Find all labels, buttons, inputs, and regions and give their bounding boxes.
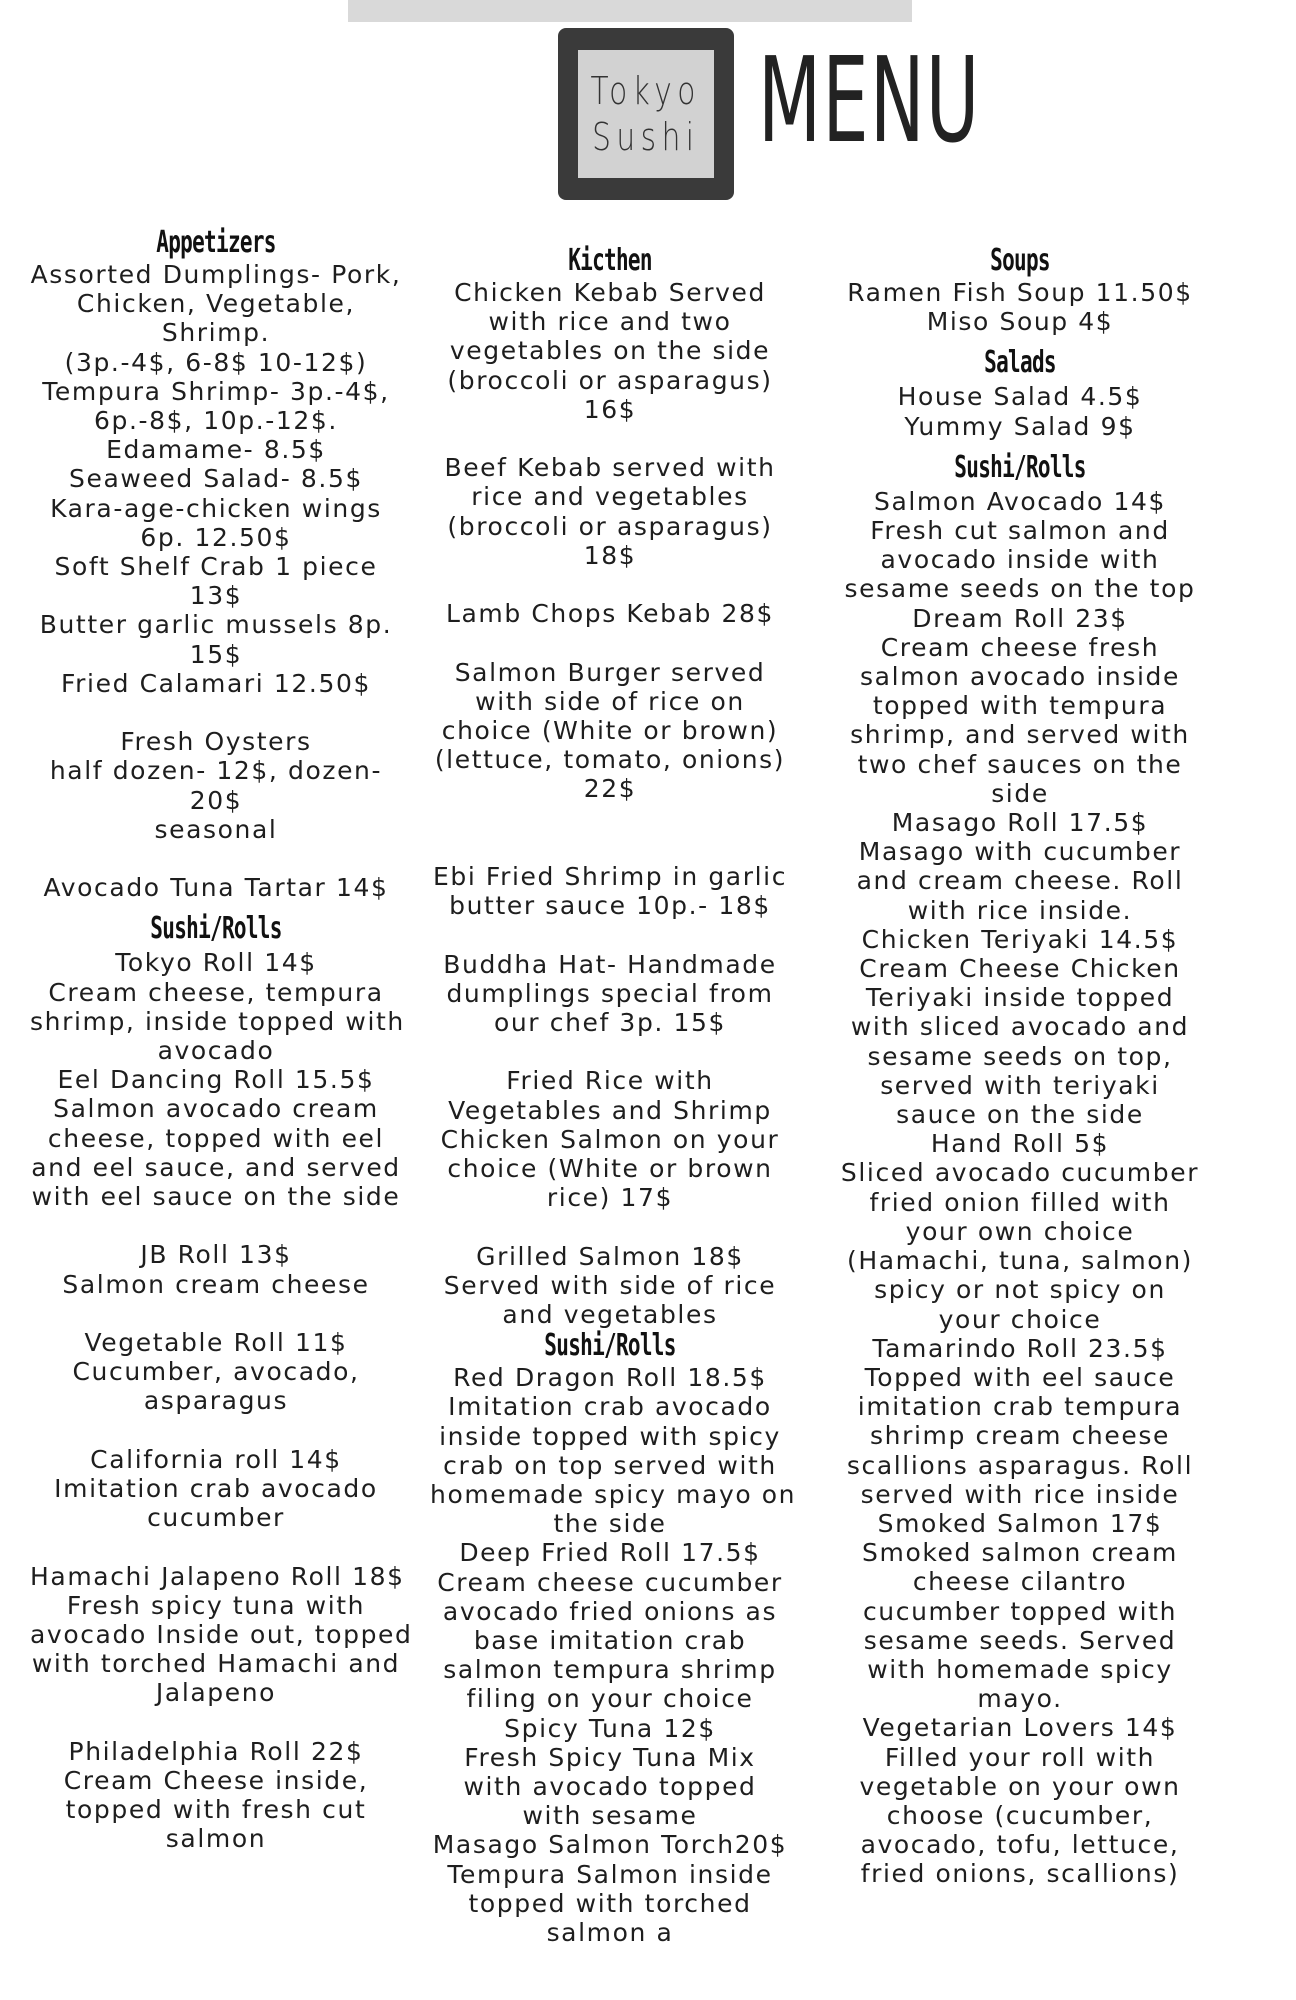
menu-line: Chicken Salmon on your <box>440 1124 780 1154</box>
menu-line: Cream cheese fresh <box>880 632 1160 662</box>
menu-line: Smoked Salmon 17$ <box>877 1508 1163 1538</box>
menu-line: Edamame- 8.5$ <box>106 435 326 465</box>
appetizers-list <box>30 260 402 698</box>
menu-line: fried onions, scallions) <box>860 1859 1180 1889</box>
menu-line: 6p.-8$, 10p.-12$. <box>94 406 338 436</box>
menu-line: scallions asparagus. Roll <box>846 1450 1194 1480</box>
menu-line: topped with fresh cut <box>65 1795 367 1825</box>
menu-line: Salmon Avocado 14$ <box>874 486 1166 516</box>
menu-line: Masago Roll 17.5$ <box>891 808 1149 838</box>
menu-line: Masago Salmon Torch20$ <box>432 1830 788 1860</box>
menu-line: with eel sauce on the side <box>31 1182 401 1212</box>
menu-line: Cream cheese, tempura <box>48 977 384 1007</box>
menu-line: Ebi Fried Shrimp in garlic <box>432 862 788 891</box>
menu-line: Tempura Shrimp- 3p.-4$, <box>42 376 390 406</box>
menu-line: Salmon avocado cream <box>53 1094 379 1124</box>
menu-line: Filled your roll with <box>884 1742 1156 1772</box>
menu-line: Fresh cut salmon and <box>870 516 1170 546</box>
logo-line-sushi: Sushi <box>592 115 700 159</box>
menu-line: with avocado topped <box>463 1772 757 1802</box>
menu-line: choice (White or brown <box>447 1154 773 1183</box>
kitchen-list-1 <box>430 278 790 424</box>
menu-line: salmon <box>165 1824 267 1854</box>
menu-line: Deep Fried Roll 17.5$ <box>459 1538 761 1568</box>
sushi-rolls-heading-3: Sushi/Rolls <box>954 449 1086 485</box>
menu-line: vegetable on your own <box>859 1771 1181 1801</box>
kitchen-heading: Kicthen <box>568 243 652 278</box>
menu-line: (lettuce, tomato, onions) <box>434 745 786 775</box>
tokyo-sushi-logo <box>558 28 734 200</box>
menu-line: 6p. 12.50$ <box>140 522 292 552</box>
menu-line: Chicken, Vegetable, <box>76 289 356 319</box>
menu-line: served with rice inside <box>860 1479 1180 1509</box>
menu-line: Buddha Hat- Handmade <box>443 949 777 979</box>
menu-line: Tokyo Roll 14$ <box>115 948 317 978</box>
menu-line: shrimp cream cheese <box>870 1421 1170 1451</box>
sushi-list-5 <box>30 1561 413 1708</box>
menu-line: (Hamachi, tuna, salmon) <box>846 1246 1194 1276</box>
menu-line: Eel Dancing Roll 15.5$ <box>57 1065 375 1095</box>
kitchen-list-5 <box>430 862 790 920</box>
sushi-list-4 <box>30 1445 402 1533</box>
menu-line: avocado Inside out, topped <box>30 1620 413 1650</box>
sushi-rolls-heading: Sushi/Rolls <box>150 911 282 947</box>
menu-line: Jalapeno <box>155 1678 277 1708</box>
menu-line: avocado inside with <box>880 545 1160 575</box>
sushi-list-1 <box>30 948 405 1212</box>
menu-line: Beef Kebab served with <box>444 453 776 483</box>
menu-line: Grilled Salmon 18$ <box>476 1241 744 1271</box>
menu-line: Shrimp. <box>161 318 271 348</box>
menu-line: asparagus <box>143 1386 289 1416</box>
menu-line: Chicken Kebab Served <box>454 278 766 307</box>
menu-line: Kara-age-chicken wings <box>50 493 382 523</box>
kitchen-list-8 <box>430 1242 790 1330</box>
menu-line: 16$ <box>583 394 637 424</box>
menu-line: and vegetables <box>502 1300 718 1329</box>
menu-line: cucumber topped with <box>862 1596 1178 1626</box>
menu-line: Fresh spicy tuna with <box>66 1590 366 1620</box>
menu-line: Dream Roll 23$ <box>912 603 1128 633</box>
menu-line: Hamachi Jalapeno Roll 18$ <box>30 1561 405 1591</box>
menu-line: Fried Calamari 12.50$ <box>61 668 371 698</box>
menu-line: Cucumber, avocado, <box>72 1357 360 1387</box>
menu-line: Teriyaki inside topped <box>865 983 1175 1013</box>
oysters-list <box>30 727 402 844</box>
menu-line: Smoked salmon cream <box>862 1538 1178 1568</box>
appetizers-heading: Appetizers <box>156 225 276 260</box>
column-appetizers <box>30 225 413 1854</box>
menu-line: (broccoli or asparagus) <box>447 365 773 395</box>
kitchen-list-2 <box>430 453 790 570</box>
menu-line: seasonal <box>154 814 278 844</box>
menu-line: with rice and two <box>488 307 732 337</box>
menu-line: the side <box>553 1509 667 1539</box>
menu-line: Chicken Teriyaki 14.5$ <box>861 924 1179 954</box>
sushi-list-6 <box>30 1737 402 1854</box>
menu-line: Fried Rice with <box>506 1066 714 1096</box>
menu-line: Masago with cucumber <box>858 837 1182 867</box>
menu-line: Vegetable Roll 11$ <box>84 1328 348 1358</box>
menu-line: Tempura Salmon inside <box>447 1859 773 1889</box>
sushi-list-col2 <box>430 1363 797 1948</box>
menu-line: imitation crab tempura <box>857 1392 1183 1422</box>
menu-line: 13$ <box>189 581 243 611</box>
menu-line: sesame seeds on top, <box>867 1041 1173 1071</box>
menu-line: rice and vegetables <box>471 482 749 512</box>
salads-heading: Salads <box>984 345 1056 381</box>
sushi-list-col3 <box>830 487 1210 1889</box>
menu-line: side <box>991 778 1049 808</box>
menu-line: with torched Hamachi and <box>31 1649 401 1679</box>
menu-line: with sliced avocado and <box>850 1012 1190 1042</box>
menu-line: with homemade spicy <box>867 1654 1173 1684</box>
menu-line: and cream cheese. Roll <box>856 866 1184 896</box>
menu-line: Miso Soup 4$ <box>926 307 1114 337</box>
menu-line: your own choice <box>905 1216 1135 1246</box>
menu-line: (3p.-4$, 6-8$ 10-12$) <box>64 347 368 377</box>
menu-line: with sesame <box>522 1801 698 1831</box>
menu-line: Spicy Tuna 12$ <box>504 1713 716 1743</box>
menu-line: Cream Cheese Chicken <box>859 954 1181 984</box>
tartar-item: Avocado Tuna Tartar 14$ <box>43 873 389 903</box>
column-soups-salads <box>830 244 1210 1889</box>
kitchen-list-6 <box>430 950 790 1038</box>
menu-line: sesame seeds. Served <box>863 1625 1177 1655</box>
logo-line-tokyo: Tokyo <box>590 69 702 113</box>
kitchen-list-4 <box>430 658 790 804</box>
menu-line: 15$ <box>189 639 243 669</box>
menu-line: avocado fried onions as <box>442 1596 778 1626</box>
menu-line: Lamb Chops Kebab 28$ <box>445 599 775 629</box>
menu-line: Served with side of rice <box>443 1270 777 1300</box>
menu-line: shrimp, inside topped with <box>30 1006 405 1036</box>
menu-line: dumplings special from <box>446 978 774 1008</box>
menu-line: Salmon cream cheese <box>62 1269 370 1299</box>
menu-line: our chef 3p. 15$ <box>493 1008 727 1037</box>
menu-line: Assorted Dumplings- Pork, <box>30 260 402 289</box>
menu-line: Tamarindo Roll 23.5$ <box>872 1333 1168 1363</box>
menu-line: Imitation crab avocado <box>448 1392 772 1422</box>
menu-line: fried onion filled with <box>869 1187 1171 1217</box>
menu-line: spicy or not spicy on <box>874 1275 1166 1305</box>
sushi-rolls-heading-2: Sushi/Rolls <box>544 1328 676 1364</box>
column-kitchen <box>430 243 797 1948</box>
menu-line: sauce on the side <box>896 1100 1144 1130</box>
menu-line: inside topped with spicy <box>439 1421 781 1451</box>
menu-line: avocado, tofu, lettuce, <box>860 1830 1180 1860</box>
kitchen-list-7 <box>430 1066 790 1212</box>
menu-line: 20$ <box>189 785 243 815</box>
menu-line: choice (White or brown) <box>441 716 779 745</box>
menu-line: salmon a <box>546 1918 674 1948</box>
menu-line: Vegetables and Shrimp <box>448 1095 772 1125</box>
menu-line: Cream Cheese inside, <box>63 1766 369 1796</box>
menu-line: half dozen- 12$, dozen- <box>49 756 383 786</box>
menu-line: cheese cilantro <box>912 1567 1128 1597</box>
menu-line: Yummy Salad 9$ <box>904 411 1136 441</box>
menu-line: California roll 14$ <box>90 1444 342 1474</box>
menu-line: sesame seeds on the top <box>844 574 1196 604</box>
menu-line: served with teriyaki <box>880 1070 1160 1100</box>
menu-line: JB Roll 13$ <box>140 1240 292 1270</box>
menu-line: Fresh Spicy Tuna Mix <box>464 1742 756 1772</box>
menu-line: Vegetarian Lovers 14$ <box>862 1713 1178 1743</box>
menu-line: Ramen Fish Soup 11.50$ <box>847 278 1193 307</box>
menu-line: cucumber <box>147 1503 285 1533</box>
menu-line: choose (cucumber, <box>886 1800 1154 1830</box>
salads-list <box>830 382 1210 440</box>
menu-line: crab on top served with <box>443 1450 777 1480</box>
menu-line: Fresh Oysters <box>120 727 312 757</box>
menu-line: two chef sauces on the <box>857 749 1183 779</box>
menu-line: salmon avocado inside <box>860 662 1180 692</box>
logo-inner <box>578 50 714 178</box>
menu-line: 18$ <box>583 540 637 570</box>
top-bar <box>348 0 912 22</box>
menu-title: MENU <box>758 31 981 169</box>
menu-line: cheese, topped with eel <box>47 1123 385 1153</box>
menu-line: salmon tempura shrimp <box>443 1655 777 1685</box>
menu-line: Hand Roll 5$ <box>930 1129 1110 1159</box>
menu-line: 22$ <box>583 774 637 804</box>
menu-line: Topped with eel sauce <box>864 1362 1176 1392</box>
menu-line: rice) 17$ <box>546 1183 674 1213</box>
menu-line: Sliced avocado cucumber <box>840 1158 1200 1188</box>
menu-line: Imitation crab avocado <box>54 1474 378 1504</box>
menu-line: base imitation crab <box>473 1626 747 1656</box>
soups-heading: Soups <box>990 243 1050 278</box>
menu-line: and eel sauce, and served <box>31 1152 401 1182</box>
menu-line: topped with tempura <box>872 691 1168 721</box>
menu-line: with side of rice on <box>475 686 745 716</box>
menu-line: Soft Shelf Crab 1 piece <box>54 552 378 582</box>
menu-line: Cream cheese cucumber <box>437 1567 783 1597</box>
menu-line: House Salad 4.5$ <box>897 382 1143 412</box>
menu-line: homemade spicy mayo on <box>430 1480 797 1510</box>
soups-list <box>830 278 1210 336</box>
menu-line: with rice inside. <box>907 895 1133 925</box>
menu-line: (broccoli or asparagus) <box>447 511 773 541</box>
menu-line: your choice <box>938 1304 1102 1334</box>
menu-line: Seaweed Salad- 8.5$ <box>69 464 363 494</box>
menu-line: Butter garlic mussels 8p. <box>39 610 393 640</box>
menu-line: Red Dragon Roll 18.5$ <box>453 1363 767 1393</box>
menu-line: avocado <box>157 1036 275 1066</box>
menu-line: mayo. <box>977 1684 1063 1714</box>
menu-line: topped with torched <box>468 1888 752 1918</box>
menu-line: butter sauce 10p.- 18$ <box>449 891 771 921</box>
menu-line: vegetables on the side <box>449 336 771 366</box>
kitchen-list-3 <box>430 599 790 628</box>
menu-line: shrimp, and served with <box>850 720 1190 750</box>
menu-line: Philadelphia Roll 22$ <box>68 1736 364 1766</box>
sushi-list-3 <box>30 1328 402 1416</box>
menu-line: filing on your choice <box>466 1684 754 1714</box>
sushi-list-2 <box>30 1240 402 1298</box>
menu-line: Salmon Burger served <box>454 657 766 687</box>
